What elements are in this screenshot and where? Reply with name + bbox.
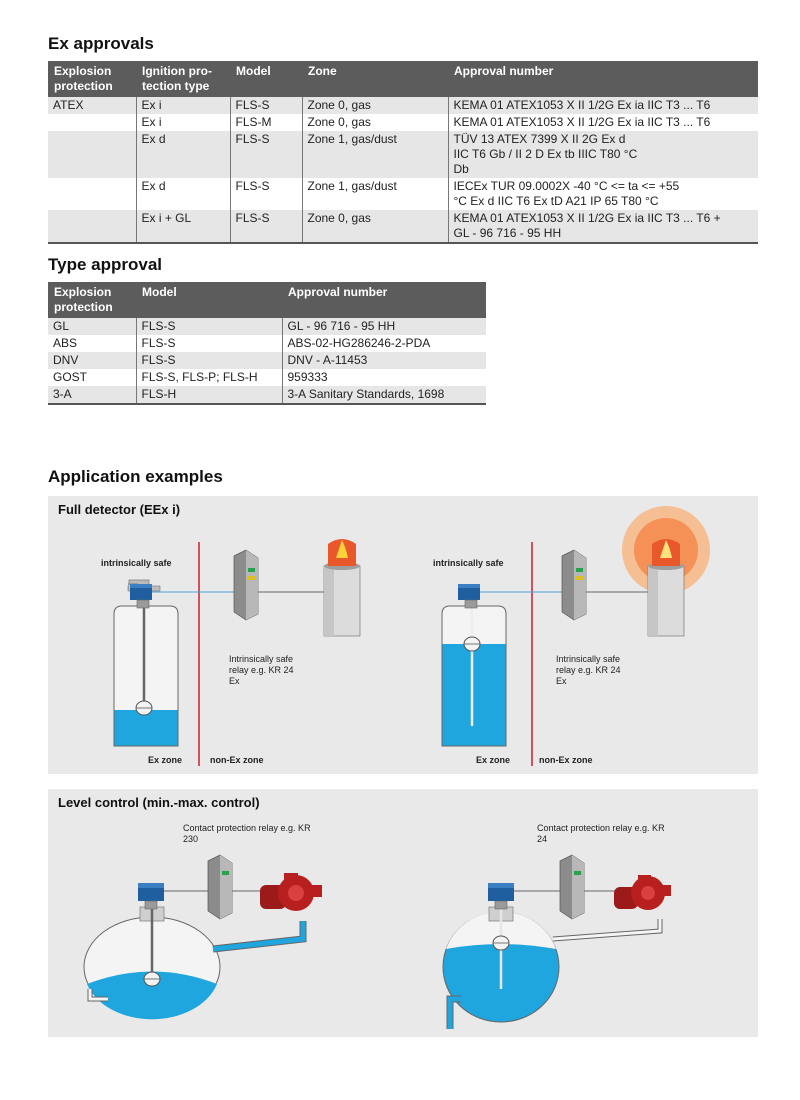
table-cell: Zone 0, gas [302, 210, 448, 243]
table-cell: FLS-M [230, 114, 302, 131]
right-ex-zone-label: Ex zone [476, 755, 511, 765]
application-examples-heading: Application examples [48, 467, 223, 486]
right-intrinsically-safe-label: intrinsically safe [433, 558, 504, 568]
table-cell: GL [48, 318, 136, 335]
table-cell: GL - 96 716 - 95 HH [282, 318, 486, 335]
table-row [48, 97, 758, 114]
table-row [48, 210, 758, 243]
ex-approvals-heading: Ex approvals [48, 34, 154, 53]
table-header-row [48, 282, 486, 318]
table-cell: Zone 0, gas [302, 97, 448, 114]
table-cell: 3-A Sanitary Standards, 1698 [282, 386, 486, 404]
table-cell: ATEX [48, 97, 136, 114]
table-cell: GOST [53, 370, 88, 384]
left-alarm-lamp [324, 539, 360, 636]
table-cell: FLS-S [136, 335, 282, 352]
right-tank [442, 592, 506, 746]
right-non-ex-zone-label: non-Ex zone [539, 755, 593, 765]
table-row [48, 369, 486, 386]
left-contact-relay [208, 855, 232, 919]
table-cell: IECEx TUR 09.0002X -40 °C <= ta <= +55 °C Ex d IIC T6 Ex tD A21 IP 65 T80 °C [448, 178, 758, 210]
table-cell: ABS-02-HG286246-2-PDA [282, 335, 486, 352]
table-cell: FLS-H [136, 386, 282, 404]
table-cell: 3-A [48, 386, 136, 404]
table-cell: DNV - A-11453 [282, 352, 486, 369]
full-detector-title: Full detector (EEx i) [58, 502, 181, 517]
table-cell: Ex i [136, 97, 230, 114]
left-vessel [84, 907, 220, 1019]
left-ex-zone-label: Ex zone [148, 755, 183, 765]
type-approval-heading: Type approval [48, 255, 162, 274]
table-cell: FLS-S [230, 178, 302, 210]
col-header: Approval number [448, 61, 758, 97]
level-control-panel [48, 789, 758, 1037]
left-non-ex-zone-label: non-Ex zone [210, 755, 264, 765]
table-cell: Zone 0, gas [302, 114, 448, 131]
table-cell: FLS-S [230, 131, 302, 178]
table-row [48, 318, 486, 335]
table-row [48, 386, 486, 404]
right-relay [562, 550, 586, 620]
level-control-title: Level control (min.-max. control) [58, 795, 260, 810]
table-cell: KEMA 01 ATEX1053 X II 1/2G Ex ia IIC T3 ... T6 + GL - 96 716 - 95 HH [448, 210, 758, 243]
table-cell: FLS-S [230, 97, 302, 114]
table-cell: Zone 1, gas/dust [302, 178, 448, 210]
table-row [48, 352, 486, 369]
table-cell: FLS-S [136, 352, 282, 369]
left-contact-relay-label: Contact protection relay e.g. KR 230 [183, 823, 311, 844]
col-header: Explosion protection [48, 61, 136, 97]
left-pump [260, 873, 322, 911]
table-cell: FLS-S [230, 210, 302, 243]
right-pump [614, 875, 671, 910]
table-cell: TÜV 13 ATEX 7399 X II 2G Ex d IIC T6 Gb / II 2 D Ex tb IIIC T80 °C Db [448, 131, 758, 178]
left-relay-label: Intrinsically safe relay e.g. KR 24 Ex [229, 654, 294, 686]
table-cell: FLS-S [136, 318, 282, 335]
table-cell: KEMA 01 ATEX1053 X II 1/2G Ex ia IIC T3 ... T6 [448, 114, 758, 131]
table-row [48, 114, 758, 131]
table-row [48, 178, 758, 210]
table-row [48, 131, 758, 178]
right-contact-relay-label: Contact protection relay e.g. KR 24 [537, 823, 665, 844]
table-cell: 959333 [282, 369, 486, 386]
right-tank-liquid [443, 644, 506, 746]
table-cell: Zone 1, gas/dust [302, 131, 448, 178]
left-relay [234, 550, 258, 620]
table-cell: Ex i [136, 114, 230, 131]
table-cell [48, 131, 136, 178]
table-cell: Ex i + GL [136, 210, 230, 243]
col-header: Model [136, 282, 282, 318]
table-cell: DNV [48, 352, 136, 369]
full-detector-panel [48, 496, 758, 774]
type-approval-table [48, 282, 486, 405]
col-header: Zone [302, 61, 448, 97]
table-cell: Ex d [136, 178, 230, 210]
col-header: Model [230, 61, 302, 97]
right-alarm-lamp [648, 539, 684, 636]
ex-approvals-table [48, 61, 758, 244]
table-cell: KEMA 01 ATEX1053 X II 1/2G Ex ia IIC T3 ... T6 [448, 97, 758, 114]
right-contact-relay [560, 855, 584, 919]
right-vessel [443, 907, 559, 1022]
table-cell [48, 210, 136, 243]
table-cell: Ex d [136, 131, 230, 178]
col-header: Approval number [282, 282, 486, 318]
table-cell [48, 178, 136, 210]
right-relay-label: Intrinsically safe relay e.g. KR 24 Ex [556, 654, 621, 686]
table-cell: ABS [53, 336, 78, 350]
full-detector-diagram [48, 496, 758, 774]
left-tank-liquid [115, 710, 178, 746]
table-cell: FLS-S, FLS-P; FLS-H [136, 369, 282, 386]
left-tank [114, 592, 178, 746]
left-intrinsically-safe-label: intrinsically safe [101, 558, 172, 568]
table-row [48, 335, 486, 352]
table-cell [48, 114, 136, 131]
table-header-row [48, 61, 758, 97]
col-header: Ignition pro-tection type [136, 61, 230, 97]
col-header: Explosion protection [48, 282, 136, 318]
